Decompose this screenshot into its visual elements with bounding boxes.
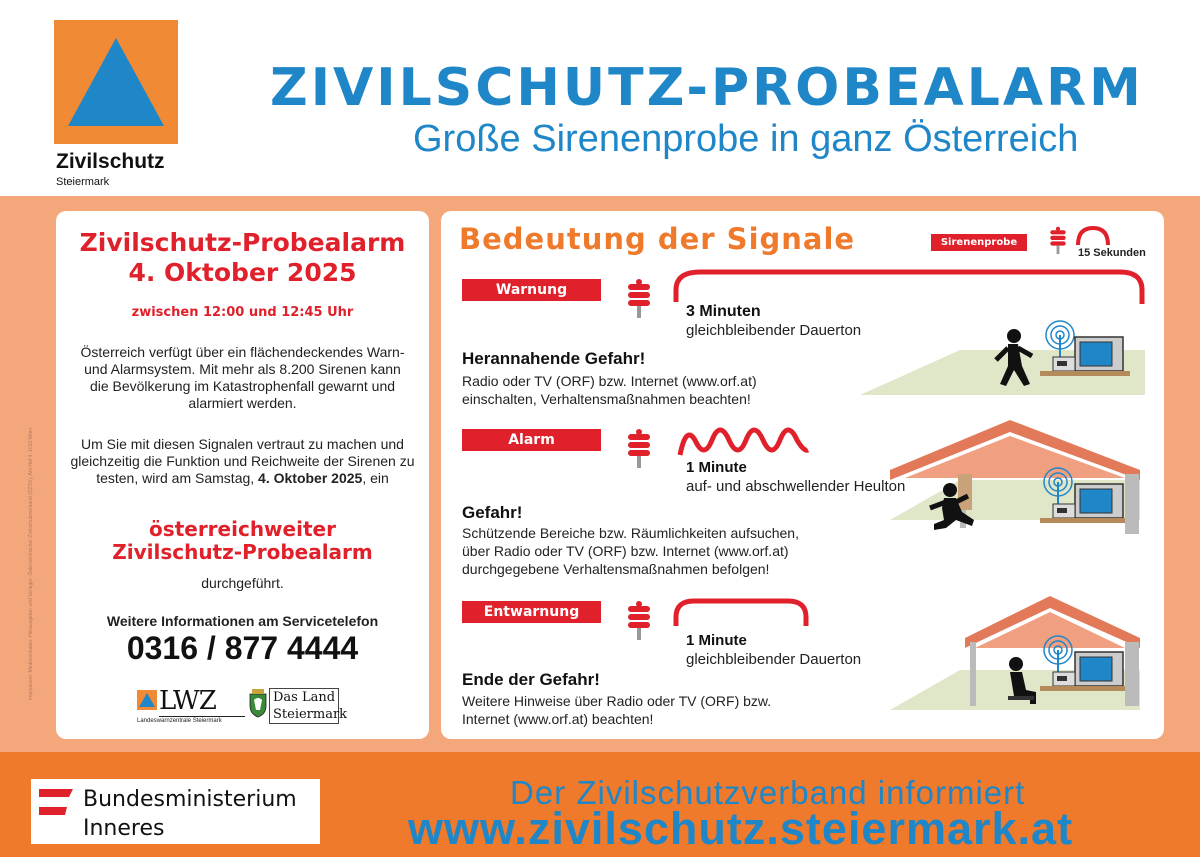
warnung-duration: 3 Minuten bbox=[686, 303, 761, 320]
alarm-heading: Gefahr! bbox=[462, 503, 523, 522]
alarm-text-line1: Schützende Bereiche bzw. Räumlichkeiten aufsuchen, bbox=[462, 525, 799, 541]
event-title-line1: Zivilschutz-Probealarm bbox=[79, 228, 406, 257]
entwarnung-duration: 1 Minute bbox=[686, 632, 747, 649]
logo-sub: Steiermark bbox=[56, 176, 110, 188]
warnung-tag: Warnung bbox=[462, 279, 601, 301]
warnung-heading: Herannahende Gefahr! bbox=[462, 349, 646, 368]
lwz-logo-text: LWZ bbox=[159, 686, 216, 716]
highlight-line2: Zivilschutz-Probealarm bbox=[112, 540, 373, 564]
probe-tag: Sirenenprobe bbox=[931, 234, 1027, 251]
alarm-tone-icon bbox=[680, 430, 808, 455]
done-text: durchgeführt. bbox=[201, 575, 284, 591]
signals-title: Bedeutung der Signale bbox=[459, 222, 856, 256]
land-line1: Das Land bbox=[273, 690, 336, 705]
purpose-text-b: , ein bbox=[362, 470, 389, 486]
ministry-line2: Inneres bbox=[83, 816, 165, 841]
ministry-logo bbox=[31, 779, 320, 844]
warnung-text bbox=[462, 372, 757, 408]
probe-siren-icon bbox=[1050, 227, 1065, 254]
alarm-duration: 1 Minute bbox=[686, 459, 747, 476]
entwarnung-text-line1: Weitere Hinweise über Radio oder TV (ORF) bzw. bbox=[462, 693, 772, 709]
alarm-text-line3: durchgegebene Verhaltensmaßnahmen befolgen! bbox=[462, 561, 770, 577]
probe-duration: 15 Sekunden bbox=[1078, 247, 1146, 259]
austria-flag-icon bbox=[39, 789, 73, 815]
service-info-label: Weitere Informationen am Servicetelefon bbox=[106, 613, 379, 629]
warnung-text-line1: Radio oder TV (ORF) bzw. Internet (www.orf.at) bbox=[462, 373, 757, 389]
entwarnung-house-icon bbox=[890, 596, 1140, 710]
alarm-siren-icon bbox=[628, 429, 650, 468]
warnung-siren-icon bbox=[628, 279, 650, 318]
alarm-tag: Alarm bbox=[462, 429, 601, 451]
entwarnung-tone-icon bbox=[676, 601, 806, 626]
entwarnung-tag: Entwarnung bbox=[462, 601, 601, 623]
service-phone: 0316 / 877 4444 bbox=[126, 630, 359, 666]
event-date: 4. Oktober 2025 bbox=[128, 258, 357, 287]
page-subtitle: Große Sirenenprobe in ganz Österreich bbox=[413, 118, 1079, 160]
warnung-text-line2: einschalten, Verhaltensmaßnahmen beachten! bbox=[462, 391, 751, 407]
lwz-sub: Landeswarnzentrale Steiermark bbox=[137, 718, 222, 724]
highlight-line1: österreichweiter bbox=[149, 517, 336, 541]
entwarnung-tone: gleichbleibender Dauerton bbox=[686, 651, 862, 668]
warnung-scene bbox=[860, 321, 1145, 395]
entwarnung-text-line2: Internet (www.orf.at) beachten! bbox=[462, 711, 654, 727]
footer-info: Der Zivilschutzverband informiert bbox=[510, 774, 1026, 811]
imprint-text: Impressum: Medieninhaber, Herausgeber und Verleger: Österreichischer Zivilschutzverband (ÖZSV), Am Hof 4, 1010 Wien bbox=[28, 427, 34, 700]
purpose-date: 4. Oktober 2025 bbox=[258, 470, 363, 486]
entwarnung-heading: Ende der Gefahr! bbox=[462, 670, 600, 689]
intro-paragraph: Österreich verfügt über ein flächendeckendes Warn- und Alarmsystem. Mit mehr als 8.200 Sirenen kann die Bevölkerung im Katastrophenfall gewarnt und alarmiert werden. bbox=[80, 344, 405, 411]
warnung-tone-icon bbox=[676, 272, 1142, 304]
footer-url-link[interactable]: www.zivilschutz.steiermark.at bbox=[408, 803, 1074, 854]
land-line2: Steiermark bbox=[273, 707, 348, 722]
entwarnung-text bbox=[462, 692, 771, 728]
entwarnung-siren-icon bbox=[628, 601, 650, 640]
purpose-text-a: Um Sie mit diesen Signalen vertraut zu machen und gleichzeitig die Funktion und Reichweite der Sirenen zu testen, wird am Samstag, bbox=[70, 436, 415, 486]
probe-tone-icon bbox=[1078, 228, 1108, 245]
logo-name: Zivilschutz bbox=[56, 150, 165, 173]
alarm-text-line2: über Radio oder TV (ORF) bzw. Internet (www.orf.at) bbox=[462, 543, 789, 559]
alarm-tone: auf- und abschwellender Heulton bbox=[686, 478, 906, 495]
alarm-text bbox=[462, 524, 799, 578]
warnung-tone: gleichbleibender Dauerton bbox=[686, 322, 862, 339]
page-title: ZIVILSCHUTZ-PROBEALARM bbox=[270, 58, 1144, 118]
ministry-line1: Bundesministerium bbox=[83, 787, 297, 812]
alarm-house-icon bbox=[890, 420, 1140, 534]
event-time: zwischen 12:00 und 12:45 Uhr bbox=[131, 305, 354, 320]
